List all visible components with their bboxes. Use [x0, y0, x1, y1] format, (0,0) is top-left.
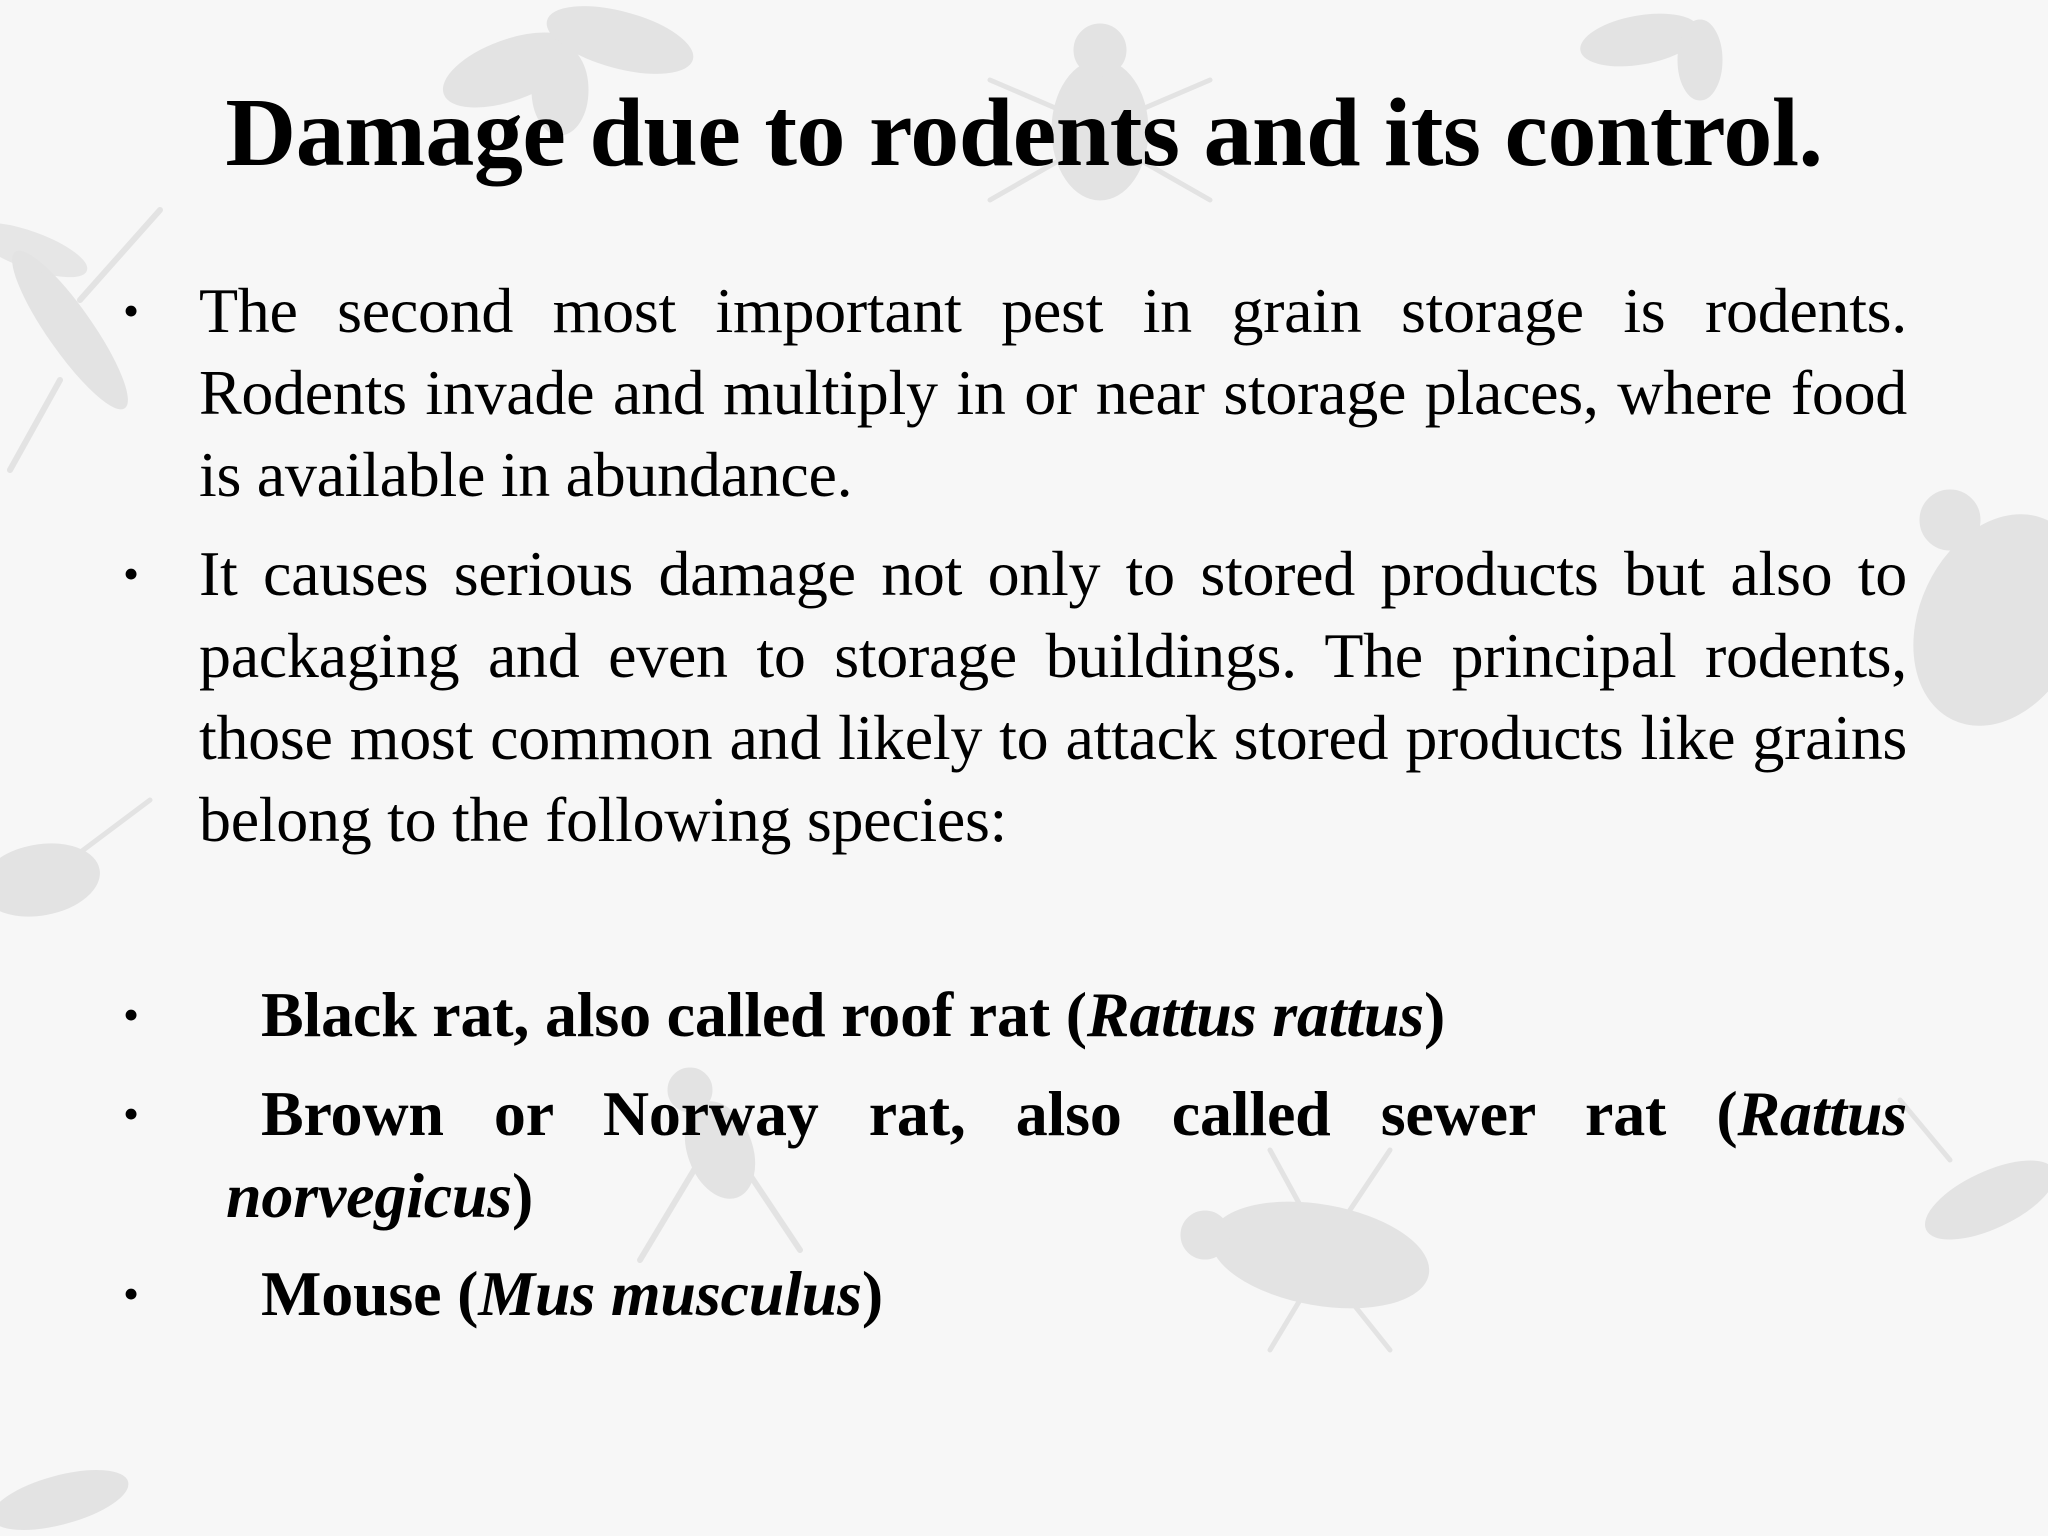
- slide-title: Damage due to rodents and its control.: [225, 79, 1823, 187]
- bullet-marker: •: [123, 285, 140, 336]
- species-scientific-name: Rattus rattus: [1086, 979, 1424, 1050]
- species-item-black-rat: [261, 974, 1445, 1056]
- species-scientific-name: Rattus norvegicus: [226, 1078, 1907, 1231]
- species-common-name: Black rat, also called roof rat (: [261, 979, 1087, 1050]
- species-close-paren: ): [512, 1160, 534, 1231]
- bullet-marker: •: [123, 548, 140, 599]
- species-common-name: Brown or Norway rat, also called sewer rat (: [261, 1078, 1738, 1149]
- bullet-marker: •: [123, 1088, 140, 1139]
- paragraph-rodent-damage: It causes serious damage not only to stored products but also to packaging and even to storage buildings. The principal rodents, those most common and likely to attack stored products like grains belong to the following species:: [199, 538, 1907, 855]
- bullet-marker: •: [123, 1268, 140, 1319]
- species-scientific-name: Mus musculus: [478, 1258, 862, 1329]
- bullet-marker: •: [123, 989, 140, 1040]
- species-close-paren: ): [1423, 979, 1446, 1050]
- species-close-paren: ): [861, 1258, 883, 1329]
- species-item-brown-rat: [226, 1073, 1907, 1237]
- species-item-mouse: [261, 1253, 883, 1335]
- species-common-name: Mouse (: [261, 1258, 479, 1329]
- paragraph-rodents-intro: The second most important pest in grain storage is rodents. Rodents invade and multiply in or near storage places, where food is available in abundance.: [199, 275, 1907, 510]
